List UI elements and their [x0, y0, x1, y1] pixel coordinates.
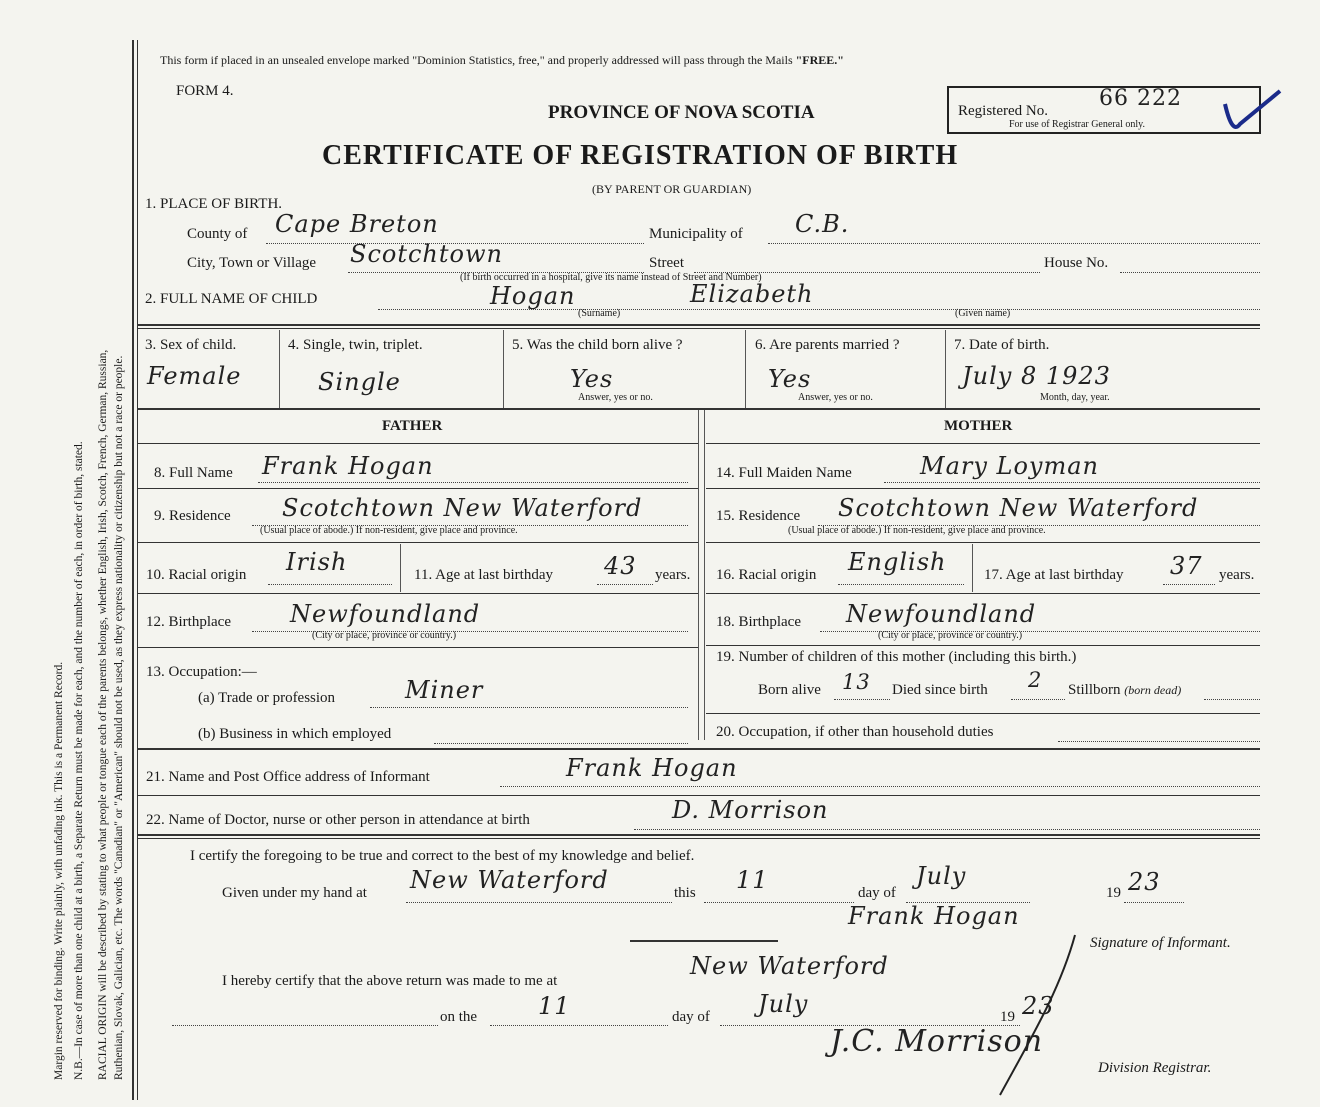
registrar-place: New Waterford: [690, 952, 889, 980]
rule: [706, 593, 1260, 594]
mother-racial-line: [838, 584, 964, 585]
margin-note-1: Margin reserved for binding. Write plainly, with unfading ink. This is a Permanent Record.: [53, 661, 65, 1080]
divider: [400, 544, 401, 592]
on-the-label: on the: [440, 1009, 478, 1025]
divider: [745, 330, 746, 408]
trade-value: Miner: [405, 676, 484, 704]
business-line: [434, 743, 688, 744]
city-label: City, Town or Village: [187, 255, 317, 271]
rule-1b: [138, 328, 1260, 329]
form-number: FORM 4.: [176, 83, 234, 99]
mother-racial-label: 16. Racial origin: [716, 567, 817, 583]
mother-years-label: years.: [1219, 567, 1255, 583]
checkmark-icon: [1220, 86, 1290, 136]
married-label: 6. Are parents married ?: [755, 337, 900, 353]
this-label: this: [674, 885, 696, 901]
year-value: 23: [1128, 868, 1161, 896]
died-value: 2: [1028, 668, 1043, 692]
rule-2: [138, 408, 1260, 410]
rule: [706, 645, 1260, 646]
dob-label: 7. Date of birth.: [954, 337, 1050, 353]
reg-year-prefix: 19: [1000, 1009, 1015, 1025]
divider: [972, 544, 973, 592]
mother-heading-rule: [706, 443, 1260, 444]
registrar-line: [172, 1025, 438, 1026]
father-residence-note: (Usual place of abode.) If non-resident, give place and province.: [260, 525, 518, 536]
rule: [138, 647, 698, 648]
house-line: [1120, 272, 1260, 273]
married-value: Yes: [768, 365, 812, 393]
born-alive-value: 13: [842, 670, 871, 694]
divider: [503, 330, 504, 408]
sex-label: 3. Sex of child.: [145, 337, 237, 353]
plurality-label: 4. Single, twin, triplet.: [288, 337, 423, 353]
mother-residence-label: 15. Residence: [716, 508, 801, 524]
mother-racial-value: English: [848, 548, 947, 576]
plurality-value: Single: [318, 368, 401, 396]
reg-month-value: July: [758, 990, 809, 1018]
mother-birthplace-note: (City or place, province or country.): [878, 630, 1023, 641]
mail-notice-free: "FREE.": [795, 53, 844, 67]
mail-notice: [160, 53, 844, 68]
rule: [138, 488, 698, 489]
mother-occupation-label: 20. Occupation, if other than household duties: [716, 724, 994, 740]
hospital-note: (If birth occurred in a hospital, give its name instead of Street and Number): [460, 272, 762, 283]
parents-divider: [698, 410, 699, 740]
mother-name-label: 14. Full Maiden Name: [716, 465, 852, 481]
informant-signature-label: Signature of Informant.: [1090, 935, 1231, 951]
registered-no-value: 66 222: [1099, 86, 1182, 111]
place-heading: 1. PLACE OF BIRTH.: [145, 196, 283, 212]
stillborn-note: (born dead): [1124, 683, 1182, 697]
father-name-value: Frank Hogan: [262, 452, 434, 480]
stillborn-label: [1068, 682, 1181, 699]
alive-label: 5. Was the child born alive ?: [512, 337, 683, 353]
born-alive-label: Born alive: [758, 682, 821, 698]
page-title: CERTIFICATE OF REGISTRATION OF BIRTH: [322, 140, 959, 171]
mother-birthplace-label: 18. Birthplace: [716, 614, 801, 630]
year-line: [1124, 902, 1184, 903]
county-label: County of: [187, 226, 248, 242]
dob-note: Month, day, year.: [1040, 392, 1110, 403]
municipality-label: Municipality of: [649, 226, 743, 242]
rule: [706, 488, 1260, 489]
year-prefix: 19: [1106, 885, 1121, 901]
business-label: (b) Business in which employed: [198, 726, 392, 742]
page-subtitle: (BY PARENT OR GUARDIAN): [592, 182, 752, 196]
rule-1: [138, 324, 1260, 326]
trade-label: (a) Trade or profession: [198, 690, 336, 706]
month-value: July: [916, 862, 967, 890]
mother-birthplace-value: Newfoundland: [846, 600, 1037, 628]
mother-age-line: [1163, 584, 1215, 585]
child-given-name: Elizabeth: [690, 280, 814, 308]
doctor-label: 22. Name of Doctor, nurse or other person in attendance at birth: [146, 812, 530, 828]
father-age-label: 11. Age at last birthday: [414, 567, 553, 583]
mother-age-label: 17. Age at last birthday: [984, 567, 1124, 583]
father-racial-value: Irish: [286, 548, 348, 576]
day-of-label: day of: [858, 885, 896, 901]
rule: [706, 542, 1260, 543]
margin-note-2: N.B.—In case of more than one child at a birth, a Separate Return must be made for each, and the number of each, in order of birth, stated.: [73, 441, 85, 1080]
province-title: PROVINCE OF NOVA SCOTIA: [548, 102, 815, 123]
alive-note: Answer, yes or no.: [578, 392, 653, 403]
rule-4b: [138, 838, 1260, 839]
mail-notice-text: This form if placed in an unsealed envelope marked "Dominion Statistics, free," and properly addressed will pass through the Mails: [160, 53, 796, 67]
county-value: Cape Breton: [275, 210, 439, 238]
given-place-value: New Waterford: [410, 866, 609, 894]
informant-label: 21. Name and Post Office address of Informant: [146, 769, 430, 785]
divider: [279, 330, 280, 408]
surname-note: (Surname): [578, 308, 621, 319]
reg-day-line: [490, 1025, 668, 1026]
rule: [138, 593, 698, 594]
informant-value: Frank Hogan: [566, 754, 738, 782]
registered-no-label: Registered No.: [958, 103, 1048, 119]
father-name-line: [258, 482, 688, 483]
margin-note-4: Ruthenian, Slovak, Galician, etc. The words "Canadian" or "American" should not be used, as they express nationality or citizenship but not a race or people.: [113, 355, 125, 1080]
father-age-line: [597, 584, 653, 585]
reg-day-value: 11: [538, 992, 571, 1020]
trade-line: [370, 707, 688, 708]
mother-name-line: [884, 482, 1260, 483]
mother-name-value: Mary Loyman: [920, 452, 1100, 480]
died-label: Died since birth: [892, 682, 988, 698]
child-surname: Hogan: [490, 282, 576, 310]
certify-statement: I certify the foregoing to be true and correct to the best of my knowledge and belief.: [190, 848, 695, 864]
informant-signature: Frank Hogan: [848, 902, 1020, 930]
born-alive-line: [834, 699, 890, 700]
father-racial-label: 10. Racial origin: [146, 567, 247, 583]
rule-3: [138, 748, 1260, 750]
mother-residence-value: Scotchtown New Waterford: [838, 494, 1199, 522]
father-heading-rule: [138, 443, 698, 444]
stillborn-text: Stillborn: [1068, 682, 1121, 698]
doctor-line: [634, 829, 1260, 830]
father-birthplace-value: Newfoundland: [290, 600, 481, 628]
mother-occupation-line: [1058, 741, 1260, 742]
parents-divider-2: [704, 410, 705, 740]
municipality-line: [768, 243, 1260, 244]
city-value: Scotchtown: [350, 240, 503, 268]
occupation-label: 13. Occupation:—: [146, 664, 257, 680]
alive-value: Yes: [570, 365, 614, 393]
binding-rule: [132, 40, 134, 1100]
house-label: House No.: [1044, 255, 1109, 271]
rule: [138, 542, 698, 543]
doctor-value: D. Morrison: [672, 796, 829, 824]
mother-residence-note: (Usual place of abode.) If non-resident, give place and province.: [788, 525, 1046, 536]
reg-year-value: 23: [1022, 992, 1055, 1020]
rule: [706, 713, 1260, 714]
father-birthplace-label: 12. Birthplace: [146, 614, 231, 630]
children-label: 19. Number of children of this mother (including this birth.): [716, 649, 1077, 665]
signature-stroke-icon: [990, 930, 1090, 1100]
reg-day-of-label: day of: [672, 1009, 710, 1025]
binding-rule-inner: [137, 40, 138, 1100]
given-label: Given under my hand at: [222, 885, 367, 901]
father-age-value: 43: [604, 552, 637, 580]
father-racial-line: [268, 584, 392, 585]
registered-no-note: For use of Registrar General only.: [1009, 119, 1145, 130]
registrar-signature-label: Division Registrar.: [1098, 1060, 1212, 1076]
street-label: Street: [649, 255, 684, 271]
father-residence-value: Scotchtown New Waterford: [282, 494, 643, 522]
father-name-label: 8. Full Name: [154, 465, 233, 481]
father-heading: FATHER: [382, 418, 443, 434]
registered-no-box: [947, 86, 1261, 134]
given-name-note: (Given name): [955, 308, 1011, 319]
married-note: Answer, yes or no.: [798, 392, 873, 403]
mother-heading: MOTHER: [944, 418, 1013, 434]
day-line: [704, 902, 854, 903]
child-name-label: 2. FULL NAME OF CHILD: [145, 291, 318, 307]
dob-value: July 8 1923: [962, 362, 1111, 390]
day-value: 11: [736, 866, 769, 894]
father-residence-label: 9. Residence: [154, 508, 231, 524]
given-place-line: [406, 902, 672, 903]
registrar-statement: I hereby certify that the above return was made to me at: [222, 973, 558, 989]
rule-4: [138, 834, 1260, 836]
municipality-value: C.B.: [795, 210, 850, 238]
separator-rule: [630, 940, 778, 942]
mother-age-value: 37: [1170, 552, 1203, 580]
sex-value: Female: [147, 362, 242, 390]
divider: [945, 330, 946, 408]
informant-line: [500, 786, 1260, 787]
died-line: [1011, 699, 1065, 700]
margin-note-3: RACIAL ORIGIN will be described by stating to what people or tongue each of the parents belongs, whether English, Irish, Scotch, French, German, Russian,: [97, 349, 109, 1080]
registrar-signature: J.C. Morrison: [830, 1024, 1044, 1059]
father-birthplace-note: (City or place, province or country.): [312, 630, 457, 641]
stillborn-line: [1204, 699, 1260, 700]
father-years-label: years.: [655, 567, 691, 583]
